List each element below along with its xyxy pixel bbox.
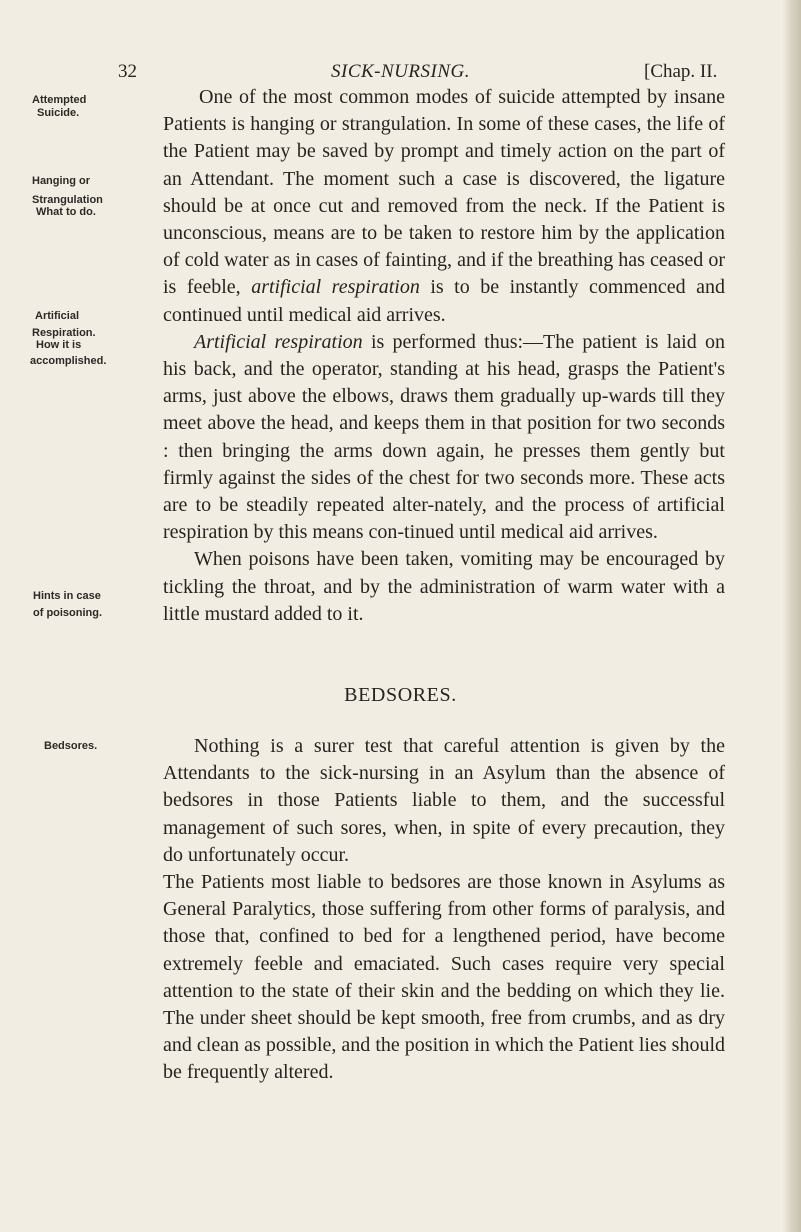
paragraph-bedsores-intro: Nothing is a surer test that careful attention is given by the Attendants to the sick-nursing in an Asylum than the absence of bedsores in those Patients liable to them, and the successful management of such sores, when, in spite of every precaution, they do unfortunately occur. — [163, 735, 725, 866]
paragraph-attempted-suicide — [163, 84, 725, 329]
margin-note-line: What to do. — [36, 206, 96, 218]
margin-note-line: Respiration. — [32, 326, 96, 339]
margin-note-line: Attempted — [32, 94, 87, 106]
paragraph-bedsores-patients: The Patients most liable to bedsores are those known in Asylums as General Paralytics, those suffering from other forms of paralysis, and those that, confined to bed for a lengthened period, have become extremely feeble and emaciated. Such cases require very special attention to the state of their skin and the bedding on which they lie. The under sheet should be kept smooth, free from crumbs, and as dry and clean as possible, and the position in which the Patient lies should be frequently altered. — [163, 871, 725, 1084]
margin-note-line: Suicide. — [37, 106, 80, 119]
emphasis-text: Artificial respiration — [194, 330, 363, 353]
paragraph-artificial-respiration — [163, 329, 725, 547]
margin-note-line: accomplished. — [30, 354, 107, 367]
section-bedsores-body — [163, 733, 725, 1087]
margin-note-line: Bedsores. — [44, 740, 98, 752]
margin-note-line: Artificial — [35, 310, 80, 322]
margin-note-line: Hanging or — [32, 175, 91, 187]
margin-note-bedsores — [44, 740, 97, 753]
margin-note-hints-poisoning — [33, 590, 102, 619]
section-suicide-body — [163, 84, 725, 628]
margin-note-line: How it is — [36, 339, 82, 351]
paragraph-text: is performed thus:—The patient is laid on his back, and the operator, standing at his head, grasps the Patient's arms, just above the elbows, draws them gradually up-wards till they meet above the head, and keeps them in that position for two seconds : then bringing the arms down again, he presses them gently but firmly against the sides of the chest for two seconds more. These acts are to be steadily repeated alter-nately, and the process of artificial respiration by this means con-tinued until medical aid arrives. — [163, 330, 725, 544]
page-number: 32 — [118, 61, 137, 82]
margin-note-artificial-respiration — [32, 310, 106, 367]
chapter-label: [Chap. II. — [644, 61, 718, 82]
paragraph-text: One of the most common modes of suicide attempted by insane Patients is hanging or strangulation. In some of these cases, the life of the Patient may be saved by prompt and timely action on the part of an Attendant. The moment such a case is discovered, the ligature should be at once cut and removed from the neck. If the Patient is unconscious, means are to be taken to restore him by the application of cold water as in cases of fainting, and if the breathing has ceased or is feeble, — [163, 86, 725, 299]
margin-note-line: of poisoning. — [33, 606, 103, 619]
emphasis-text: artificial respiration — [251, 276, 420, 299]
page-edge — [783, 0, 801, 1232]
margin-note-line: Strangulation — [32, 193, 103, 206]
paragraph-poisoning: When poisons have been taken, vomiting may be encouraged by tickling the throat, and by the administration of warm water with a little mustard added to it. — [163, 548, 725, 625]
margin-note-hanging — [32, 175, 103, 219]
margin-note-attempted-suicide — [32, 94, 86, 119]
margin-note-line: Hints in case — [33, 590, 101, 602]
section-heading-bedsores: BEDSORES. — [344, 684, 457, 706]
running-title: SICK-NURSING. — [331, 61, 470, 82]
paragraph-text: is to be instantly commenced and continued until medical aid arrives. — [163, 276, 725, 326]
